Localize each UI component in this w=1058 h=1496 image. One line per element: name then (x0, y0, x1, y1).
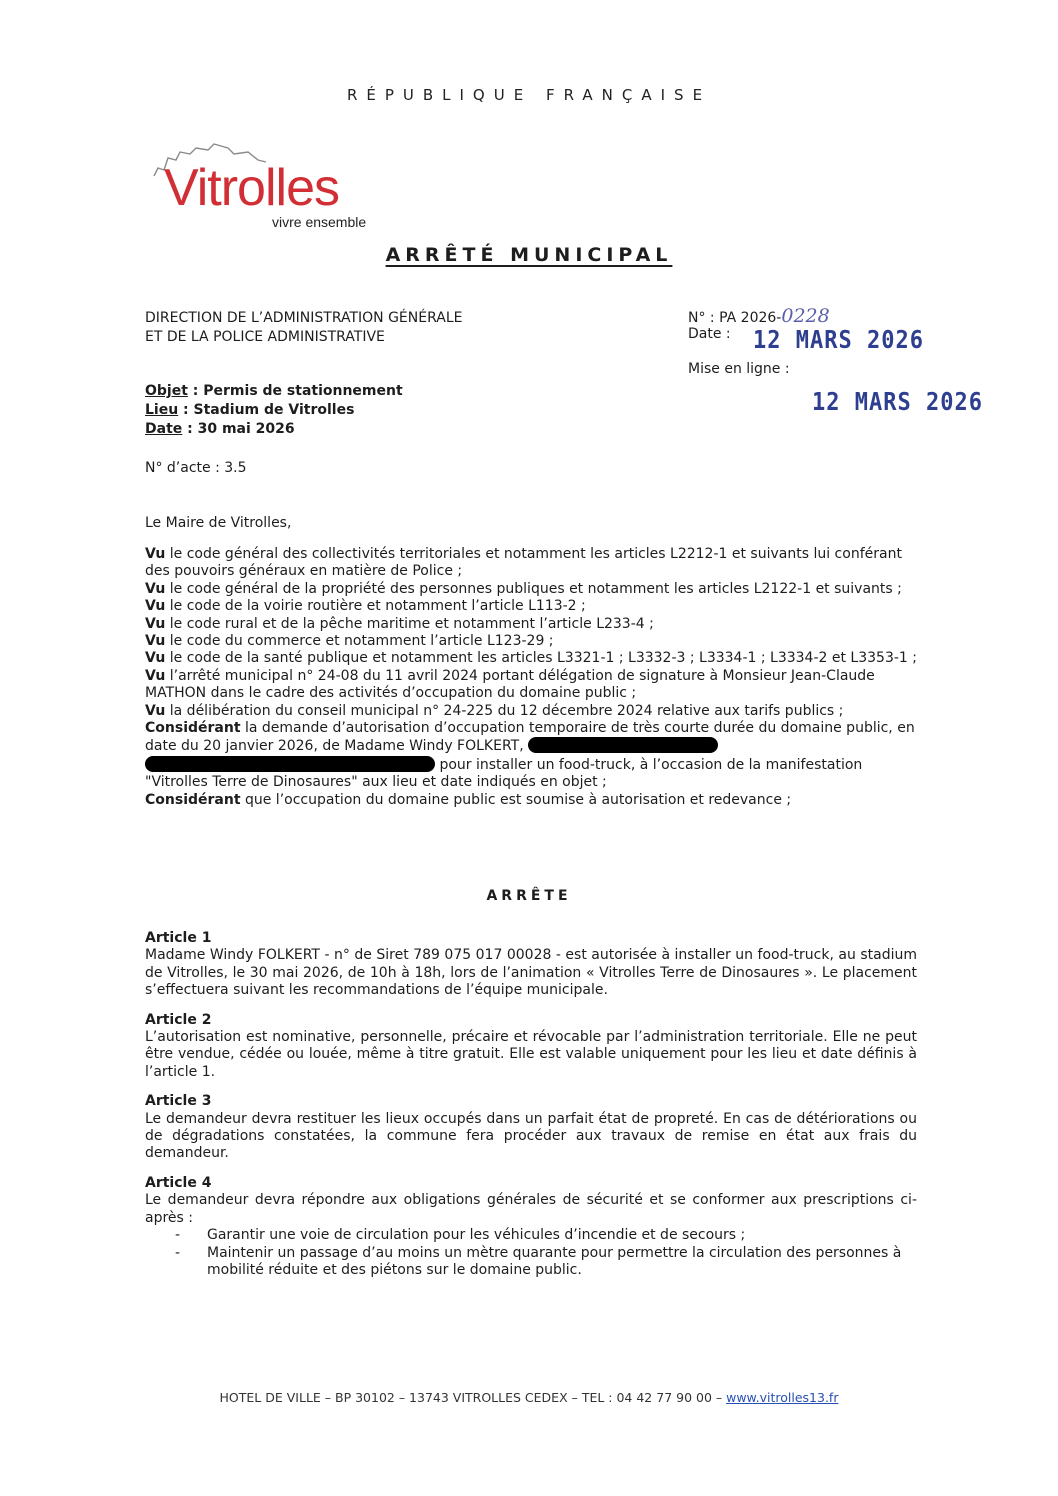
article (145, 930, 917, 1000)
republique-francaise: RÉPUBLIQUE FRANÇAISE (346, 86, 712, 104)
list-item: - Garantir une voie de circulation pour les véhicules d’incendie et de secours ; (145, 1227, 917, 1244)
visa-item: Vu le code général de la propriété des personnes publiques et notamment les articles L2122-1 et suivants ; (145, 580, 902, 597)
redaction-bar (145, 756, 435, 772)
numero-acte: N° d’acte : 3.5 (145, 460, 247, 476)
article-title: Article 4 (145, 1174, 212, 1191)
visa-item: Vu le code de la santé publique et notamment les articles L3321-1 ; L3332-3 ; L3334-1 ; L3334-2 et L3353-1 ; (145, 650, 917, 667)
document-title: ARRÊTÉ MUNICIPAL (385, 244, 673, 266)
considerant-item: Considérant que l’occupation du domaine public est soumise à autorisation et redevance ; (145, 791, 792, 808)
numero-handwritten: 0228 (781, 305, 830, 327)
visa-item: Vu le code rural et de la pêche maritime et notamment l’article L233-4 ; (145, 615, 654, 632)
visas-block (145, 546, 917, 809)
website-link[interactable]: www.vitrolles13.fr (726, 1390, 839, 1405)
numero-label: N° : PA 2026- (688, 310, 782, 326)
article-text: Le demandeur devra restituer les lieux occupés dans un parfait état de propreté. En cas de détériorations ou de dégradations constatées, la commune fera procéder aux travaux de remise en état aux frais du demandeur. (145, 1110, 917, 1162)
article-text: L’autorisation est nominative, personnelle, précaire et révocable par l’administration territoriale. Elle ne peut être vendue, cédée ou louée, même à titre gratuit. Elle est valable uniquement pour les lieu et date définis à l’article 1. (145, 1029, 917, 1080)
list-item: - Maintenir un passage d’au moins un mètre quarante pour permettre la circulation des personnes à mobilité réduite et des piétons sur le domaine public. (145, 1245, 917, 1280)
objet-line: Objet : Permis de stationnement (145, 383, 403, 399)
visa-item: Vu le code de la voirie routière et notamment l’article L113-2 ; (145, 598, 586, 615)
considerant-item: Considérant la demande d’autorisation d’occupation temporaire de très courte durée du domaine public, en date du 20 janvier 2026, de Madame Windy FOLKERT, pour installer un food-truck, à l’occasion de la manifestation "Vitrolles Terre de Dinosaures" aux lieu et date indiqués en objet ; (145, 720, 915, 791)
article (145, 1012, 917, 1082)
date-label: Date : (688, 326, 731, 342)
vitrolles-logo (150, 140, 410, 236)
mise-en-ligne-stamp: 12 MARS 2026 (812, 388, 983, 417)
logo-name: Vitrolles (164, 159, 340, 217)
mise-en-ligne-label: Mise en ligne : (688, 361, 790, 377)
numero-line (688, 305, 830, 327)
footer-address: HOTEL DE VILLE – BP 30102 – 13743 VITROLLES CEDEX – TEL : 04 42 77 90 00 – (219, 1390, 727, 1405)
maire-intro: Le Maire de Vitrolles, (145, 515, 292, 531)
direction-block (145, 309, 462, 347)
articles-block (145, 930, 917, 1291)
lieu-line: Lieu : Stadium de Vitrolles (145, 402, 355, 418)
objet-block (145, 382, 403, 439)
date-line (688, 326, 731, 342)
article-title: Article 3 (145, 1093, 212, 1110)
date-objet-line: Date : 30 mai 2026 (145, 421, 295, 437)
date-stamp: 12 MARS 2026 (753, 326, 924, 355)
direction-line2: ET DE LA POLICE ADMINISTRATIVE (145, 329, 385, 345)
article-title: Article 2 (145, 1011, 212, 1028)
article-title: Article 1 (145, 930, 212, 946)
article (145, 1093, 917, 1163)
article-text: Le demandeur devra répondre aux obligations générales de sécurité et se conformer aux prescriptions ci-après : (145, 1192, 917, 1226)
arrete-heading: ARRÊTE (486, 888, 572, 904)
article (145, 1175, 917, 1279)
logo-tagline: vivre ensemble (272, 214, 367, 230)
visa-item: Vu la délibération du conseil municipal n° 24-225 du 12 décembre 2024 relative aux tarifs publics ; (145, 702, 844, 719)
footer (0, 1390, 1058, 1405)
visa-item: Vu le code du commerce et notamment l’article L123-29 ; (145, 633, 554, 650)
redaction-bar (528, 737, 718, 753)
visa-item: Vu le code général des collectivités territoriales et notamment les articles L2212-1 et suivants lui conférant des pouvoirs généraux en matière de Police ; (145, 546, 902, 580)
direction-line1: DIRECTION DE L’ADMINISTRATION GÉNÉRALE (145, 310, 463, 326)
visa-item: Vu l’arrêté municipal n° 24-08 du 11 avril 2024 portant délégation de signature à Monsieur Jean-Claude MATHON dans le cadre des activités d’occupation du domaine public ; (145, 667, 875, 702)
article-text: Madame Windy FOLKERT - n° de Siret 789 075 017 00028 - est autorisée à installer un food-truck, au stadium de Vitrolles, le 30 mai 2026, de 10h à 18h, lors de l’animation « Vitrolles Terre de Dinosaures ». Le placement s’effectuera suivant les recommandations de l’équipe municipale. (145, 947, 917, 999)
prescriptions-list (145, 1227, 917, 1279)
